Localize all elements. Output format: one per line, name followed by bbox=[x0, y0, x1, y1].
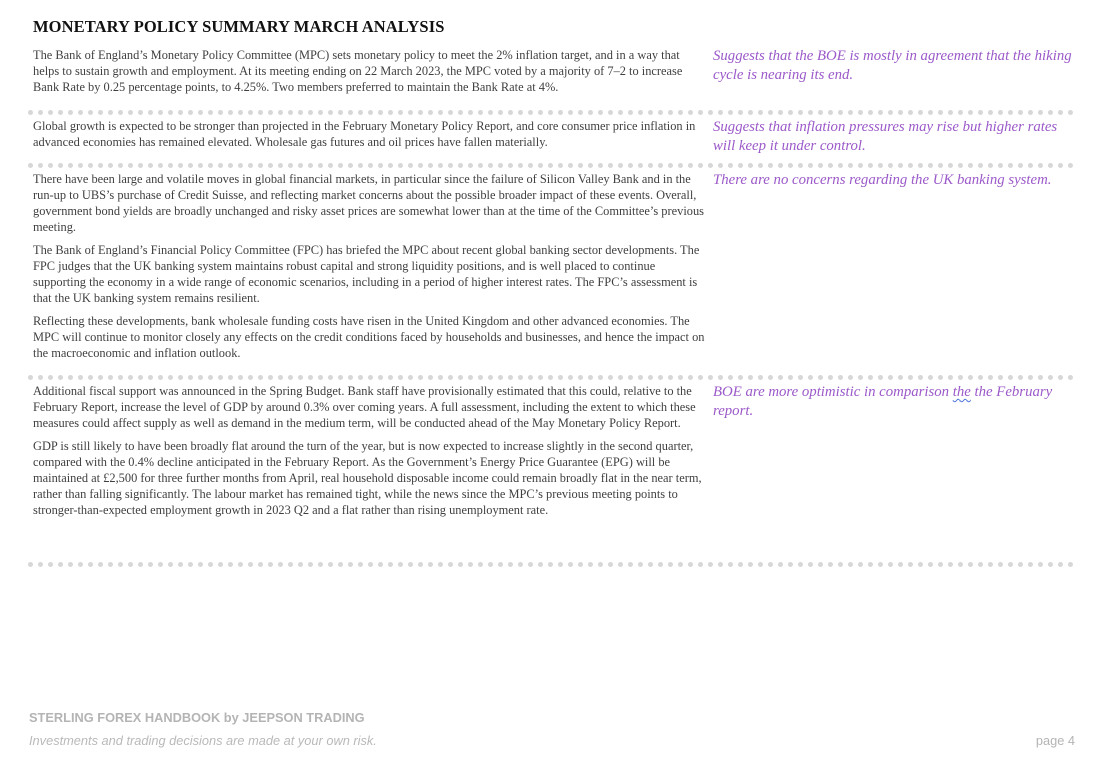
note-text: the February report. bbox=[713, 384, 1053, 419]
paragraph: Reflecting these developments, bank wholesale funding costs have risen in the United Kingdom and other advanced economies. The MPC will continue to monitor closely any effects on the credit conditions faced by households and businesses, and hence the impact on the macroeconomic and inflation outlook. bbox=[33, 314, 705, 360]
paragraph: There have been large and volatile moves in global financial markets, in particular since the failure of Silicon Valley Bank and in the run-up to UBS’s purchase of Credit Suisse, and reflecting market concerns about the possible broader impact of these events. Overall, government bond yields are broadly unchanged and risky asset prices are somewhat lower than at the time of the Committee’s previous meeting. bbox=[33, 172, 704, 234]
section-body bbox=[28, 118, 706, 150]
section-body bbox=[28, 47, 706, 95]
footer-disclaimer: Investments and trading decisions are made at your own risk. bbox=[29, 733, 377, 748]
section-fiscal-gdp bbox=[28, 380, 1074, 567]
analyst-note bbox=[713, 383, 1073, 421]
analyst-note: Suggests that inflation pressures may rise but higher rates will keep it under control. bbox=[713, 119, 1058, 154]
analysis-sections bbox=[28, 44, 1074, 567]
spellcheck-flagged-word[interactable]: the bbox=[952, 384, 971, 400]
section-global-growth bbox=[28, 115, 1074, 168]
note-text: BOE are more optimistic in comparison bbox=[713, 384, 953, 400]
paragraph: Global growth is expected to be stronger than projected in the February Monetary Policy Report, and core consumer price inflation in advanced economies has remained elevated. Wholesale gas futures and oil prices have fallen materially. bbox=[33, 119, 696, 149]
paragraph: The Bank of England’s Financial Policy Committee (FPC) has briefed the MPC about recent global banking sector developments. The FPC judges that the UK banking system maintains robust capital and strong liquidity positions, and is well placed to continue supporting the economy in a wide range of economic scenarios, including in a period of higher interest rates. The FPC’s assessment is that the UK banking system remains resilient. bbox=[33, 243, 700, 305]
section-rate-decision bbox=[28, 44, 1074, 115]
section-body bbox=[28, 171, 706, 361]
paragraph: Additional fiscal support was announced in the Spring Budget. Bank staff have provisionally estimated that this could, relative to the February Report, increase the level of GDP by around 0.3% over coming years. A full assessment, including the extent to which these measures could affect supply as well as demand in the medium term, will be conducted ahead of the May Monetary Policy Report. bbox=[33, 384, 696, 430]
paragraph: The Bank of England’s Monetary Policy Committee (MPC) sets monetary policy to meet the 2% inflation target, and in a way that helps to sustain growth and employment. At its meeting ending on 22 March 2023, the MPC voted by a majority of 7–2 to increase Bank Rate by 0.25 percentage points, to 4.25%. Two members preferred to maintain the Bank Rate at 4%. bbox=[33, 48, 683, 94]
page-number: page 4 bbox=[1035, 733, 1075, 748]
analyst-note: There are no concerns regarding the UK banking system. bbox=[713, 172, 1052, 188]
footer-brand: STERLING FOREX HANDBOOK by JEEPSON TRADING bbox=[29, 710, 365, 725]
page-title: MONETARY POLICY SUMMARY MARCH ANALYSIS bbox=[33, 17, 445, 36]
analyst-note: Suggests that the BOE is mostly in agreement that the hiking cycle is nearing its end. bbox=[713, 48, 1072, 83]
paragraph: GDP is still likely to have been broadly flat around the turn of the year, but is now expected to increase slightly in the second quarter, compared with the 0.4% decline anticipated in the February Report. As the Government’s Energy Price Guarantee (EPG) will be maintained at £2,500 for three further months from April, real household disposable income could remain broadly flat in the near term, rather than falling significantly. The labour market has remained tight, while the news since the MPC’s previous meeting points to stronger-than-expected employment growth in 2023 Q2 and a flat rather than rising unemployment rate. bbox=[33, 439, 702, 517]
section-body bbox=[28, 383, 706, 518]
section-financial-markets bbox=[28, 168, 1074, 380]
